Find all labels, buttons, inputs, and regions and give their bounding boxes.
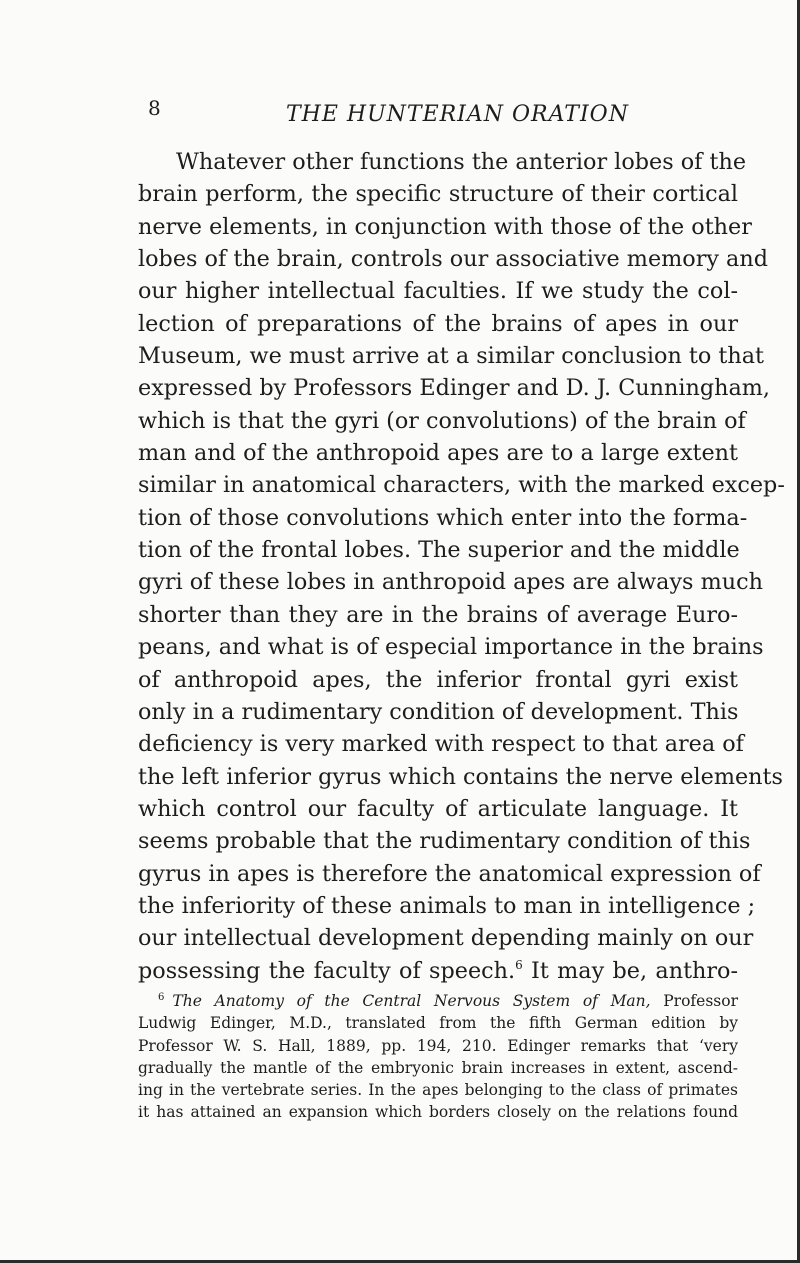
footnote-line xyxy=(138,990,738,1012)
body-line: peans, and what is of especial importance in the brains xyxy=(138,634,764,661)
footnote-line: it has attained an expansion which borders closely on the relations found xyxy=(138,1103,738,1122)
page-header xyxy=(0,94,800,134)
body-line-last xyxy=(138,955,738,987)
body-line: nerve elements, in conjunction with those of the other xyxy=(138,213,752,240)
body-line: man and of the anthropoid apes are to a large extent xyxy=(138,440,738,467)
page-number: 8 xyxy=(148,96,161,120)
body-line: the inferiority of these animals to man in intelligence ; xyxy=(138,892,756,919)
body-line: brain perform, the specific structure of their cortical xyxy=(138,181,738,208)
body-line: which is that the gyri (or convolutions) of the brain of xyxy=(138,407,746,434)
footnote-line: Professor W. S. Hall, 1889, pp. 194, 210. Edinger remarks that ‘very xyxy=(138,1036,738,1055)
body-text-segment: possessing the faculty of speech. xyxy=(138,957,516,984)
body-line: our higher intellectual faculties. If we study the col- xyxy=(138,278,738,305)
body-line: gyri of these lobes in anthropoid apes are always much xyxy=(138,569,763,596)
body-line: gyrus in apes is therefore the anatomical expression of xyxy=(138,860,761,887)
body-line: of anthropoid apes, the inferior frontal gyri exist xyxy=(138,666,738,693)
body-line: shorter than they are in the brains of average Euro- xyxy=(138,601,738,628)
footnote-line: Ludwig Edinger, M.D., translated from the fifth German edition by xyxy=(138,1014,738,1033)
body-paragraph xyxy=(138,146,785,987)
body-line: seems probable that the rudimentary condition of this xyxy=(138,828,751,855)
footnote xyxy=(138,990,738,1124)
body-line: lection of preparations of the brains of apes in our xyxy=(138,310,738,337)
body-line: only in a rudimentary condition of development. This xyxy=(138,698,739,725)
body-line: lobes of the brain, controls our associative memory and xyxy=(138,246,768,273)
body-line: similar in anatomical characters, with the marked excep- xyxy=(138,472,785,499)
running-head: THE HUNTERIAN ORATION xyxy=(286,102,629,127)
body-text-segment: It may be, anthro- xyxy=(522,957,738,984)
footnote-cited-title: The Anatomy of the Central Nervous System of Man, xyxy=(172,992,651,1010)
body-line: tion of the frontal lobes. The superior and the middle xyxy=(138,537,740,564)
body-line: expressed by Professors Edinger and D. J. Cunningham, xyxy=(138,375,771,402)
body-line: the left inferior gyrus which contains the nerve elements xyxy=(138,763,783,790)
footnote-reference[interactable]: 6 xyxy=(515,957,523,972)
footnote-line: gradually the mantle of the embryonic brain increases in extent, ascend- xyxy=(138,1058,738,1077)
body-line: Whatever other functions the anterior lobes of the xyxy=(176,149,747,175)
body-line: our intellectual development depending mainly on our xyxy=(138,925,754,952)
body-line: Museum, we must arrive at a similar conclusion to that xyxy=(138,343,764,370)
body-line: tion of those convolutions which enter into the forma- xyxy=(138,504,748,531)
footnote-text-segment: Professor xyxy=(650,992,738,1010)
body-line: which control our faculty of articulate language. It xyxy=(138,795,738,822)
body-line: deficiency is very marked with respect to that area of xyxy=(138,731,744,758)
footnote-line: ing in the vertebrate series. In the apes belonging to the class of primates xyxy=(138,1081,738,1100)
footnote-mark: 6 xyxy=(158,992,165,1003)
